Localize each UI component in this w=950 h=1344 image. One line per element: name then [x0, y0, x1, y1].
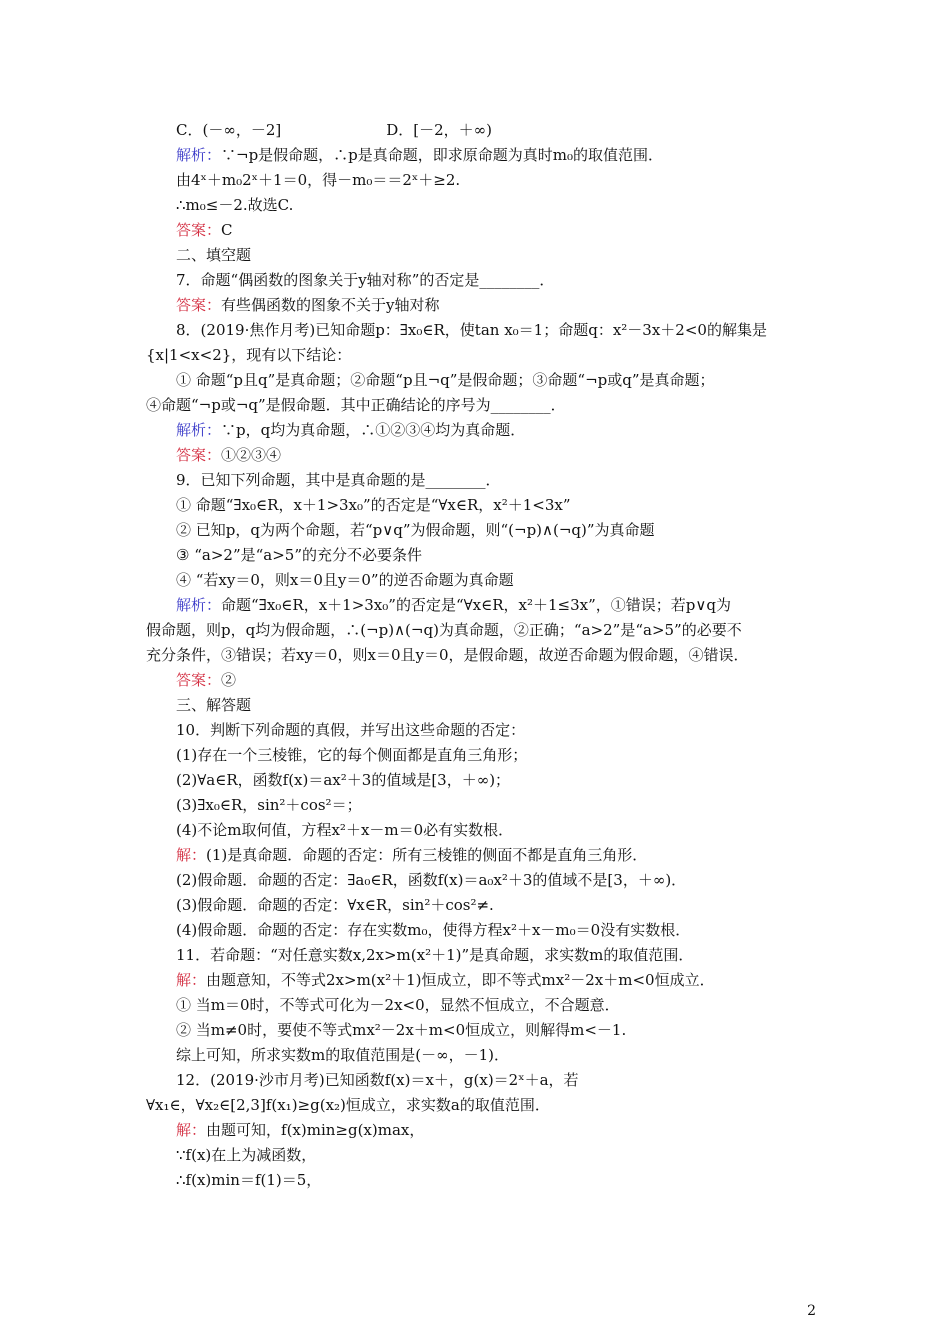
- text-line: C．(－∞，－2] D．[－2，＋∞): [176, 121, 492, 139]
- text-line: 综上可知，所求实数m的取值范围是(－∞，－1)．: [176, 1046, 509, 1064]
- text-line: [146, 593, 814, 618]
- text-line: [146, 218, 814, 243]
- text-line: 10．判断下列命题的真假，并写出这些命题的否定：: [176, 721, 526, 739]
- text-line: ③ “a>2”是“a>5”的充分不必要条件: [176, 546, 422, 564]
- page-number: 2: [807, 1303, 816, 1319]
- text-line: (4)假命题．命题的否定：存在实数m₀，使得方程x²＋x－m₀＝0没有实数根．: [176, 921, 691, 939]
- line-text: 命题“∃x₀∈R，x＋1>3x₀”的否定是“∀x∈R，x²＋1≤3x”，①错误；若p∨q为: [221, 596, 731, 614]
- answer-label: 解：: [176, 1121, 207, 1139]
- text-line: 9．已知下列命题，其中是真命题的是________．: [176, 471, 501, 489]
- text-line: 假命题，则p，q均为假命题，∴(¬p)∧(¬q)为真命题，②正确；“a>2”是“a>5”的必要不: [146, 621, 742, 639]
- text-line: [146, 668, 814, 693]
- text-line: 11．若命题：“对任意实数x,2x>m(x²＋1)”是真命题，求实数m的取值范围．: [176, 946, 694, 964]
- analysis-label: 解析：: [176, 146, 222, 164]
- text-line: ② 当m≠0时，要使不等式mx²－2x＋m<0恒成立，则解得m<－1.: [176, 1021, 627, 1039]
- line-text: 由题意知，不等式2x>m(x²＋1)恒成立，即不等式mx²－2x＋m<0恒成立．: [206, 971, 715, 989]
- line-text: 由题可知，f(x)min≥g(x)max，: [206, 1121, 425, 1139]
- line-text: ∵p，q均为真命题，∴①②③④均为真命题．: [221, 421, 526, 439]
- line-text: C: [221, 221, 233, 239]
- text-line: (4)不论m取何值，方程x²＋x－m＝0必有实数根．: [176, 821, 514, 839]
- text-line: ∀x₁∈，∀x₂∈[2,3]f(x₁)≥g(x₂)恒成立，求实数a的取值范围．: [146, 1096, 550, 1114]
- text-line: 充分条件，③错误；若xy＝0，则x＝0且y＝0，是假命题，故逆否命题为假命题，④错误．: [146, 646, 749, 664]
- answer-label: 答案：: [176, 446, 222, 464]
- text-line: 由4ˣ＋m₀2ˣ＋1＝0，得－m₀＝＝2ˣ＋≥2.: [176, 171, 461, 189]
- text-line: (2)∀a∈R，函数f(x)＝ax²＋3的值域是[3，＋∞)；: [176, 771, 511, 789]
- text-line: [146, 418, 814, 443]
- line-text: 有些偶函数的图象不关于y轴对称: [221, 296, 440, 314]
- text-line: 7．命题“偶函数的图象关于y轴对称”的否定是________．: [176, 271, 555, 289]
- text-line: ④ “若xy＝0，则x＝0且y＝0”的逆否命题为真命题: [176, 571, 514, 589]
- text-line: 12．(2019·沙市月考)已知函数f(x)＝x＋，g(x)＝2ˣ＋a，若: [176, 1071, 579, 1089]
- line-text: ②: [221, 671, 237, 689]
- text-line: (2)假命题．命题的否定：∃a₀∈R，函数f(x)＝a₀x²＋3的值域不是[3，＋∞)．: [176, 871, 687, 889]
- text-line: [146, 293, 814, 318]
- text-line: 8．(2019·焦作月考)已知命题p：∃x₀∈R，使tan x₀＝1；命题q：x²－3x＋2<0的解集是: [176, 321, 767, 339]
- text-line: ∵f(x)在上为减函数，: [176, 1146, 317, 1164]
- line-text: ∵¬p是假命题，∴p是真命题，即求原命题为真时m₀的取值范围．: [221, 146, 664, 164]
- text-line: [146, 443, 814, 468]
- text-line: 二、填空题: [176, 246, 252, 264]
- text-line: ④命题“¬p或¬q”是假命题．其中正确结论的序号为________．: [146, 396, 566, 414]
- answer-label: 解：: [176, 971, 207, 989]
- text-line: [146, 143, 814, 168]
- text-line: ① 命题“∃x₀∈R，x＋1>3x₀”的否定是“∀x∈R，x²＋1<3x”: [176, 496, 571, 514]
- analysis-label: 解析：: [176, 596, 222, 614]
- text-line: ② 已知p，q为两个命题，若“p∨q”为假命题，则“(¬p)∧(¬q)”为真命题: [176, 521, 655, 539]
- text-line: 三、解答题: [176, 696, 252, 714]
- line-text: (1)是真命题．命题的否定：所有三棱锥的侧面不都是直角三角形．: [206, 846, 648, 864]
- page-content: [146, 118, 814, 1193]
- line-text: ①②③④: [221, 446, 282, 464]
- text-line: [146, 968, 814, 993]
- answer-label: 答案：: [176, 671, 222, 689]
- answer-label: 解：: [176, 846, 207, 864]
- text-line: ① 命题“p且q”是真命题；②命题“p且¬q”是假命题；③命题“¬p或q”是真命题；: [176, 371, 715, 389]
- answer-label: 答案：: [176, 221, 222, 239]
- text-line: [146, 843, 814, 868]
- text-line: [146, 1118, 814, 1143]
- text-line: (3)假命题．命题的否定：∀x∈R，sin²＋cos²≠.: [176, 896, 494, 914]
- text-line: ∴f(x)min＝f(1)＝5，: [176, 1171, 322, 1189]
- text-line: (1)存在一个三棱锥，它的每个侧面都是直角三角形；: [176, 746, 528, 764]
- text-line: ∴m₀≤－2.故选C.: [176, 196, 294, 214]
- text-line: {x|1<x<2}，现有以下结论：: [146, 346, 352, 364]
- text-line: (3)∃x₀∈R，sin²＋cos²＝；: [176, 796, 362, 814]
- text-line: ① 当m＝0时，不等式可化为－2x<0，显然不恒成立，不合题意．: [176, 996, 620, 1014]
- answer-label: 答案：: [176, 296, 222, 314]
- analysis-label: 解析：: [176, 421, 222, 439]
